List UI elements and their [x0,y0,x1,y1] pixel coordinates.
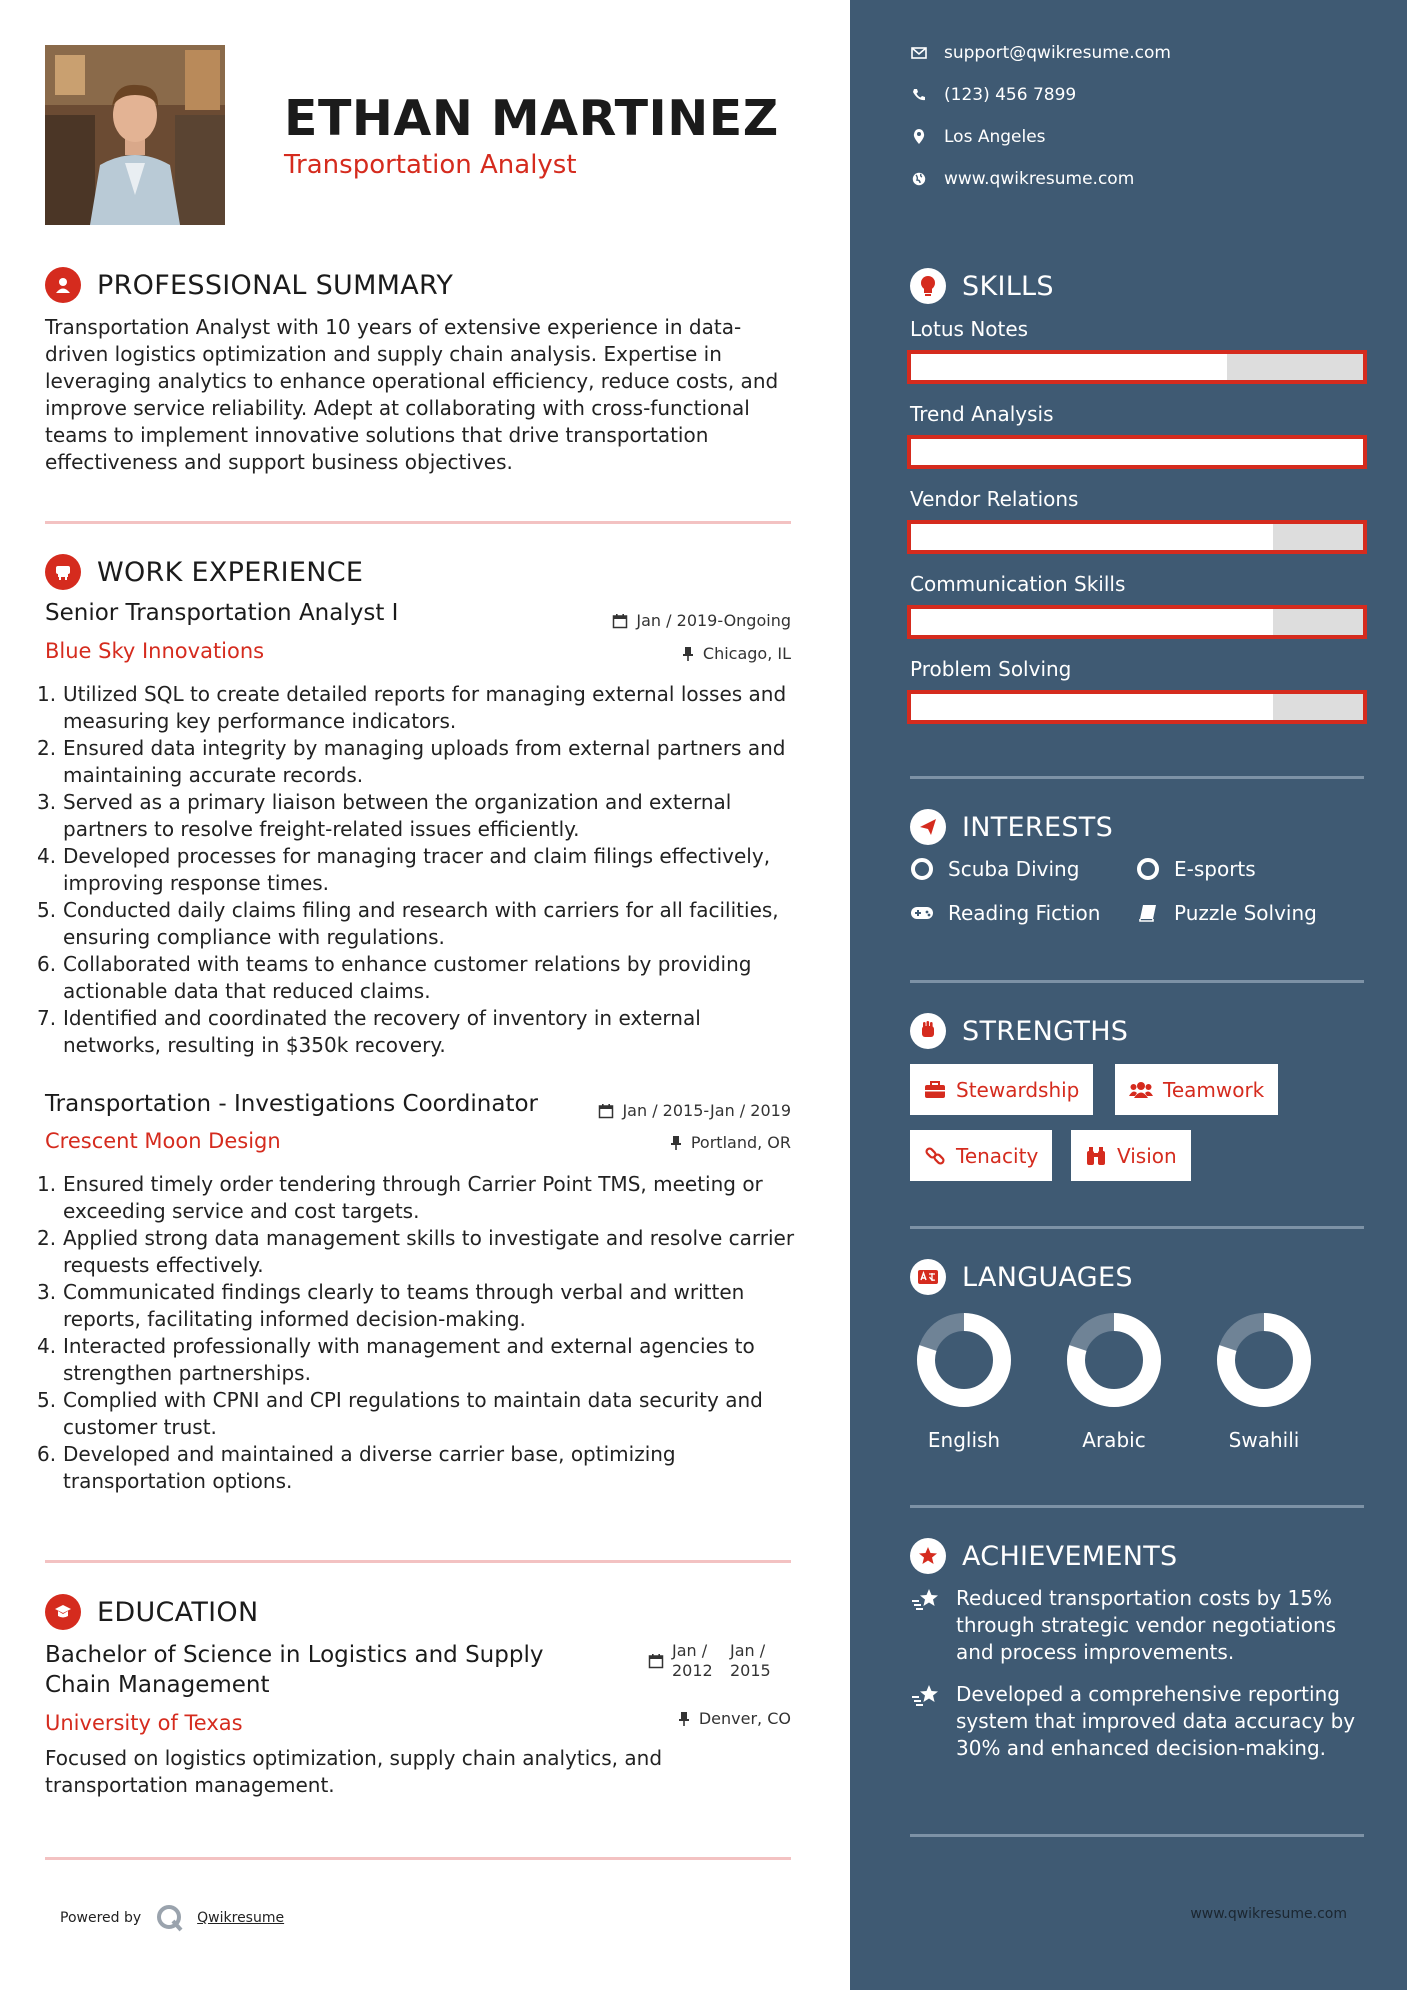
strength-label: Stewardship [956,1077,1080,1102]
skill-label: Problem Solving [910,657,1072,681]
strengths-heading [910,1011,1128,1051]
life-ring-icon [1136,858,1160,880]
interest-item [1136,901,1317,925]
interest-label: Reading Fiction [948,901,1101,925]
list-item: 4. Developed processes for managing tracer and claim filings effectively, improving response times. [37,844,771,895]
contact-website[interactable] [910,169,1134,189]
footer-url[interactable]: www.qwikresume.com [1190,1906,1347,1922]
summary-heading [45,265,453,305]
job-location [681,644,791,663]
job-title: Transportation - Investigations Coordinator [45,1091,539,1117]
list-item: 5. Conducted daily claims filing and research with carriers for all facilities, ensuring compliance with regulations. [37,898,779,949]
map-marker-icon [910,129,928,145]
languages-heading [910,1257,1133,1297]
education-location-text: Denver, CO [698,1709,791,1728]
list-item: 2. Ensured data integrity by managing uploads from external partners and maintaining accurate records. [37,736,786,787]
hand-icon [910,1013,946,1049]
paper-plane-icon [910,809,946,845]
language-item [904,1310,1024,1452]
skill-label: Lotus Notes [910,317,1029,341]
job-dates [612,611,791,630]
skills-title: SKILLS [962,270,1054,302]
candidate-title: Transportation Analyst [284,150,577,180]
education-dates [648,1641,788,1681]
divider [910,1226,1364,1229]
strengths-title: STRENGTHS [962,1015,1129,1047]
skill-label: Communication Skills [910,572,1126,596]
strength-label: Vision [1117,1143,1177,1168]
list-item: 3. Communicated findings clearly to teams through verbal and written reports, facilitating informed decision-making. [37,1280,745,1331]
language-name: Swahili [1228,1428,1300,1452]
skill-bar [907,605,1367,639]
skill-bar [907,435,1367,469]
list-item: 1. Utilized SQL to create detailed reports for managing external losses and measuring key performance indicators. [37,682,787,733]
job-dates [598,1101,791,1120]
strength-label: Tenacity [956,1143,1039,1168]
strength-label: Teamwork [1163,1077,1265,1102]
users-icon [1129,1081,1153,1099]
list-item: 3. Served as a primary liaison between the organization and external partners to resolve freight-related issues efficiently. [37,790,732,841]
calendar-icon [612,613,628,629]
interest-item [910,857,1079,881]
job-bullets [37,681,795,1059]
phone-icon [910,88,928,102]
book-icon [1136,903,1160,923]
list-item: 4. Interacted professionally with management and external agencies to strengthen partnerships. [37,1334,755,1385]
envelope-icon [910,47,928,59]
strength-badge [1071,1130,1191,1181]
strength-badge [910,1064,1093,1115]
skill-label: Vendor Relations [910,487,1079,511]
divider [910,776,1364,779]
interest-label: Puzzle Solving [1174,901,1317,925]
contact-location [910,127,1046,147]
language-ring [1064,1310,1164,1410]
powered-by-label: Powered by [60,1910,142,1926]
skill-label: Trend Analysis [910,402,1054,426]
divider [45,1857,791,1860]
education-end: Jan / 2015 [730,1641,771,1680]
profile-photo [45,45,225,225]
list-item: 7. Identified and coordinated the recovery of inventory in external networks, resulting in $350k recovery. [37,1006,701,1057]
list-item: 1. Ensured timely order tendering through Carrier Point TMS, meeting or exceeding service and cost targets. [37,1172,763,1223]
achievement-item [910,1585,1370,1666]
star-badge-icon [910,1538,946,1574]
list-item: 2. Applied strong data management skills to investigate and resolve carrier requests effectively. [37,1226,795,1277]
pin-icon [677,1711,691,1727]
pin-icon [669,1135,683,1151]
education-location [677,1709,791,1728]
contact-location-text: Los Angeles [944,127,1046,147]
language-icon [910,1259,946,1295]
lightbulb-icon [910,268,946,304]
job-location-text: Portland, OR [690,1133,791,1152]
interest-label: E-sports [1174,857,1256,881]
interest-item [910,901,1100,925]
contact-email[interactable] [910,43,1171,63]
contact-phone-text: (123) 456 7899 [944,85,1077,105]
pin-icon [681,646,695,662]
languages-title: LANGUAGES [962,1261,1133,1293]
divider [910,1505,1364,1508]
skill-fill [911,524,1273,550]
skill-fill [911,694,1273,720]
language-ring [1214,1310,1314,1410]
skill-bar [907,690,1367,724]
contact-website-text: www.qwikresume.com [944,169,1135,189]
link-icon [924,1145,946,1167]
language-name: English [927,1428,1001,1452]
user-icon [45,267,81,303]
language-item [1204,1310,1324,1452]
job-title: Senior Transportation Analyst I [45,600,399,626]
shooting-star-icon [910,1681,944,1762]
achievements-heading [910,1536,1178,1576]
achievement-text: Reduced transportation costs by 15% through strategic vendor negotiations and process improvements. [956,1586,1337,1664]
globe-icon [910,172,928,186]
skill-bar [907,520,1367,554]
graduate-icon [45,1594,81,1630]
strength-badge [1115,1064,1278,1115]
divider [45,1560,791,1563]
education-description: Focused on logistics optimization, supply chain analytics, and transportation management. [45,1746,663,1797]
achievement-item [910,1681,1370,1762]
strength-badge [910,1130,1052,1181]
interest-item [1136,857,1256,881]
job-location [669,1133,791,1152]
skill-bar [907,350,1367,384]
job-company: Blue Sky Innovations [45,639,265,663]
list-item: 6. Collaborated with teams to enhance customer relations by providing actionable data that reduced claims. [37,952,752,1003]
job-dates-text: Jan / 2019-Ongoing [636,611,791,630]
qwikresume-logo-icon [155,1903,185,1933]
briefcase-icon [924,1081,946,1099]
skills-heading [910,266,1054,306]
job-dates-text: Jan / 2015-Jan / 2019 [622,1101,791,1120]
calendar-icon [598,1103,614,1119]
skill-fill [911,609,1273,635]
gamepad-icon [910,905,934,921]
skill-fill [911,439,1363,465]
contact-email-text: support@qwikresume.com [944,43,1171,63]
language-item [1054,1310,1174,1452]
job-company: Crescent Moon Design [45,1129,281,1153]
education-heading [45,1592,258,1632]
shooting-star-icon [910,1585,944,1666]
language-ring [914,1310,1014,1410]
list-item: 6. Developed and maintained a diverse carrier base, optimizing transportation options. [37,1442,676,1493]
skill-fill [911,354,1227,380]
sidebar [850,0,1407,1990]
powered-by [60,1903,284,1933]
education-start: Jan / 2012 [672,1641,713,1680]
divider [45,521,791,524]
binoculars-icon [1085,1146,1107,1166]
candidate-name: ETHAN MARTINEZ [284,90,779,147]
education-title: EDUCATION [97,1596,259,1628]
summary-text: Transportation Analyst with 10 years of extensive experience in data-driven logistics optimization and supply chain analysis. Expertise in leveraging analytics to enhance operational efficiency, reduce costs, and improve service reliability. Adept at collaborating with cross-functional teams to implement innovative solutions that drive transportation effectiveness and support business objectives. [45,315,779,474]
brand-link[interactable]: Qwikresume [197,1910,285,1926]
language-name: Arabic [1082,1428,1146,1452]
experience-title: WORK EXPERIENCE [97,556,364,588]
calendar-icon [648,1653,664,1669]
achievement-text: Developed a comprehensive reporting system that improved data accuracy by 30% and enhanced decision-making. [956,1682,1356,1760]
interests-title: INTERESTS [962,811,1114,843]
life-ring-icon [910,858,934,880]
education-degree: Bachelor of Science in Logistics and Supply Chain Management [45,1642,544,1698]
experience-heading [45,552,363,592]
divider [910,980,1364,983]
briefcase-icon [45,554,81,590]
list-item: 5. Complied with CPNI and CPI regulations to maintain data security and customer trust. [37,1388,763,1439]
job-bullets [37,1171,795,1495]
contact-phone[interactable] [910,85,1076,105]
summary-title: PROFESSIONAL SUMMARY [97,269,454,301]
job-location-text: Chicago, IL [702,644,791,663]
divider [910,1834,1364,1837]
interest-label: Scuba Diving [948,857,1080,881]
interests-heading [910,807,1113,847]
education-school: University of Texas [45,1711,243,1735]
achievements-title: ACHIEVEMENTS [962,1540,1178,1572]
